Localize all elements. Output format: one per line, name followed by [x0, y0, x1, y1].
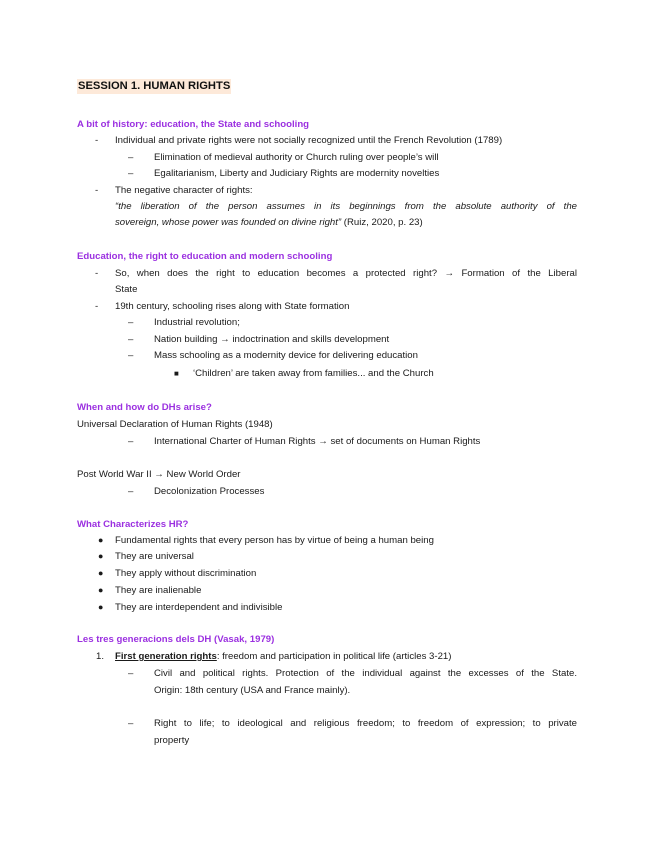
first-generation-description: : freedom and participation in political life (articles 3-21): [216, 651, 452, 662]
section-heading-education: Education, the right to education and modern schooling: [77, 251, 333, 262]
emdash-marker: –: [128, 486, 134, 497]
bullet-marker: ●: [98, 602, 104, 612]
list-item: Civil and political rights. Protection of the individual against the excesses of the State.: [154, 668, 577, 679]
bullet-item: They are universal: [115, 551, 194, 562]
bullet-item: Fundamental rights that every person has by virtue of being a human being: [115, 535, 434, 546]
emdash-marker: –: [128, 152, 134, 163]
dash-marker: -: [95, 135, 99, 146]
list-item: Elimination of medieval authority or Church ruling over people’s will: [154, 152, 439, 163]
list-item-continuation: State: [115, 284, 138, 295]
bullet-marker: ●: [98, 568, 104, 578]
bullet-marker: ●: [98, 535, 104, 545]
section-heading-generations: Les tres generacions dels DH (Vasak, 1979): [77, 634, 275, 645]
numbered-item: [115, 650, 451, 663]
page-title: SESSION 1. HUMAN RIGHTS: [78, 80, 231, 92]
emdash-marker: –: [128, 436, 134, 447]
quote-line: [115, 216, 423, 229]
bullet-marker: ●: [98, 551, 104, 561]
list-item: ‘Children’ are taken away from families... and the Church: [193, 368, 434, 379]
list-item: The negative character of rights:: [115, 185, 253, 196]
list-item: So, when does the right to education becomes a protected right? → Formation of the Liberal: [115, 268, 577, 279]
list-item: Decolonization Processes: [154, 486, 265, 497]
list-item: Industrial revolution;: [154, 317, 240, 328]
number-marker: 1.: [96, 651, 105, 662]
section-heading-characterizes: What Characterizes HR?: [77, 519, 189, 530]
square-marker: ■: [174, 369, 179, 378]
emdash-marker: –: [128, 718, 134, 729]
list-item-continuation: Origin: 18th century (USA and France mainly).: [154, 685, 351, 696]
text-line: Post World War II → New World Order: [77, 469, 241, 480]
emdash-marker: –: [128, 668, 134, 679]
bullet-marker: ●: [98, 585, 104, 595]
list-item: Nation building → indoctrination and skills development: [154, 334, 390, 345]
section-heading-dhs: When and how do DHs arise?: [77, 402, 212, 413]
list-item: International Charter of Human Rights → set of documents on Human Rights: [154, 436, 481, 447]
list-item: Individual and private rights were not socially recognized until the French Revolution (1789): [115, 135, 503, 146]
quote-citation: (Ruiz, 2020, p. 23): [341, 217, 423, 228]
emdash-marker: –: [128, 317, 134, 328]
emdash-marker: –: [128, 334, 134, 345]
list-item: Right to life; to ideological and religious freedom; to freedom of expression; to private: [154, 718, 577, 729]
emdash-marker: –: [128, 350, 134, 361]
dash-marker: -: [95, 301, 99, 312]
first-generation-label: First generation rights: [115, 651, 217, 662]
list-item: Mass schooling as a modernity device for delivering education: [154, 350, 418, 361]
section-heading-history: A bit of history: education, the State and schooling: [77, 119, 310, 130]
dash-marker: -: [95, 185, 99, 196]
bullet-item: They apply without discrimination: [115, 568, 257, 579]
list-item-continuation: property: [154, 735, 190, 746]
emdash-marker: –: [128, 168, 134, 179]
quote-text: sovereign, whose power was founded on divine right”: [115, 217, 342, 228]
quote-line: “the liberation of the person assumes in its beginnings from the absolute authority of the: [115, 201, 577, 212]
list-item: 19th century, schooling rises along with State formation: [115, 301, 350, 312]
dash-marker: -: [95, 268, 99, 279]
list-item: Egalitarianism, Liberty and Judiciary Rights are modernity novelties: [154, 168, 440, 179]
text-line: Universal Declaration of Human Rights (1948): [77, 419, 273, 430]
bullet-item: They are interdependent and indivisible: [115, 602, 283, 613]
bullet-item: They are inalienable: [115, 585, 202, 596]
